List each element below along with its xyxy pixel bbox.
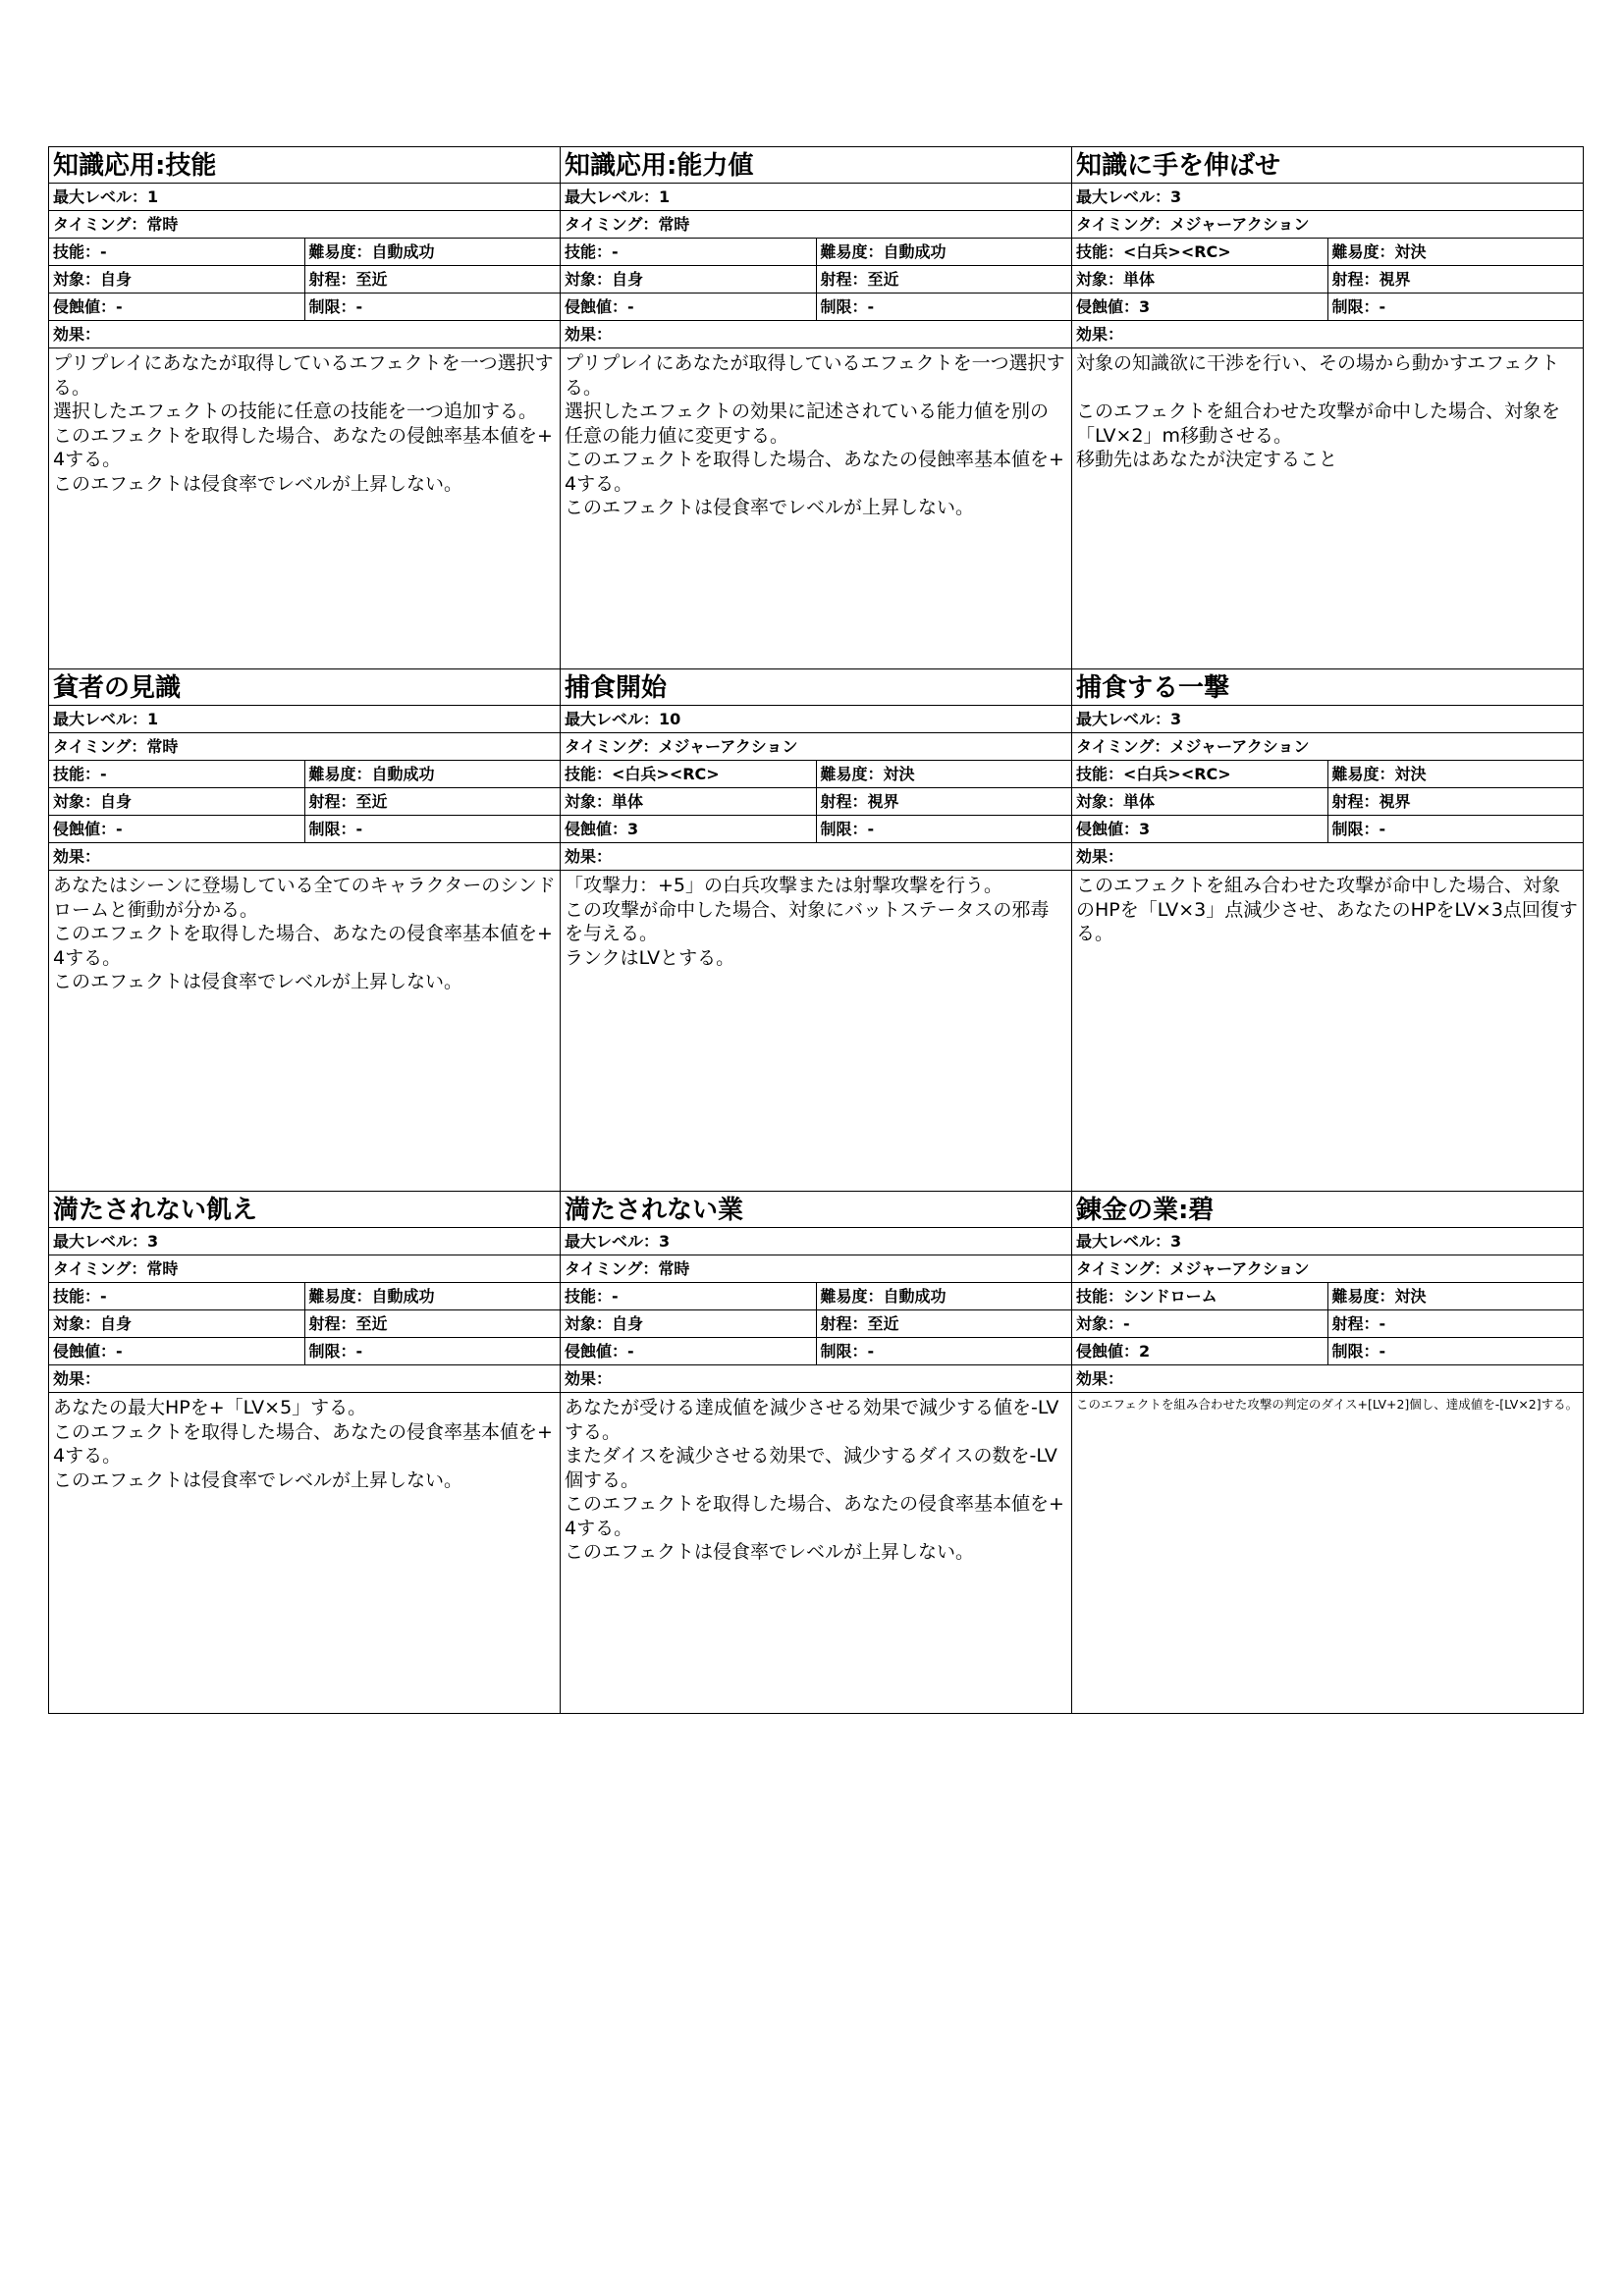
difficulty: 難易度：自動成功	[816, 239, 1072, 265]
effect-card	[1072, 1192, 1584, 1714]
effect-card	[49, 1192, 561, 1714]
range: 射程：至近	[304, 788, 561, 815]
difficulty: 難易度：自動成功	[816, 1283, 1072, 1309]
limit: 制限：-	[1327, 294, 1584, 320]
effect-card	[561, 147, 1072, 669]
limit: 制限：-	[1327, 816, 1584, 842]
effect-name: 捕食する一撃	[1072, 669, 1583, 706]
difficulty: 難易度：対決	[1327, 1283, 1584, 1309]
difficulty: 難易度：自動成功	[304, 1283, 561, 1309]
range: 射程：至近	[304, 1310, 561, 1337]
effect-label: 効果：	[49, 843, 560, 871]
effect-label: 効果：	[561, 321, 1071, 348]
max-level: 最大レベル：3	[49, 1228, 560, 1255]
effect-card	[561, 1192, 1072, 1714]
range: 射程：-	[1327, 1310, 1584, 1337]
max-level: 最大レベル：3	[1072, 184, 1583, 211]
skill: 技能：<白兵><RC>	[1076, 765, 1231, 783]
limit: 制限：-	[304, 1338, 561, 1364]
skill: 技能：-	[53, 1287, 107, 1306]
skill: 技能：<白兵><RC>	[1076, 242, 1231, 261]
range: 射程：至近	[816, 266, 1072, 293]
max-level: 最大レベル：1	[561, 184, 1071, 211]
timing: タイミング：メジャーアクション	[1072, 1255, 1583, 1283]
max-level: 最大レベル：1	[49, 184, 560, 211]
effect-name: 知識応用:能力値	[561, 147, 1071, 184]
max-level: 最大レベル：3	[561, 1228, 1071, 1255]
timing: タイミング：常時	[49, 1255, 560, 1283]
effect-text: 「攻撃力：+5」の白兵攻撃または射撃攻撃を行う。 この攻撃が命中した場合、対象にバットステータスの邪毒を与える。 ランクはLVとする。	[565, 875, 1050, 969]
limit: 制限：-	[816, 294, 1072, 320]
erosion: 侵蝕値：-	[53, 820, 123, 838]
skill: 技能：-	[565, 242, 619, 261]
skill: 技能：-	[53, 242, 107, 261]
effect-name: 捕食開始	[561, 669, 1071, 706]
difficulty: 難易度：自動成功	[304, 239, 561, 265]
erosion: 侵蝕値：3	[1076, 820, 1151, 838]
effect-text: あなたはシーンに登場している全てのキャラクターのシンドロームと衝動が分かる。 このエフェクトを取得した場合、あなたの侵食率基本値を+4する。 このエフェクトは侵食率でレベルが上昇しない。	[53, 875, 556, 992]
timing: タイミング：常時	[49, 211, 560, 239]
erosion: 侵蝕値：-	[565, 297, 634, 316]
max-level: 最大レベル：1	[49, 706, 560, 733]
limit: 制限：-	[816, 816, 1072, 842]
target: 対象：単体	[565, 792, 644, 811]
effect-label: 効果：	[561, 1365, 1071, 1393]
difficulty: 難易度：自動成功	[304, 761, 561, 787]
timing: タイミング：常時	[561, 1255, 1071, 1283]
effect-name: 錬金の業:碧	[1072, 1192, 1583, 1228]
timing: タイミング：メジャーアクション	[1072, 211, 1583, 239]
range: 射程：視界	[816, 788, 1072, 815]
target: 対象：自身	[53, 270, 133, 289]
timing: タイミング：常時	[49, 733, 560, 761]
erosion: 侵蝕値：-	[565, 1342, 634, 1361]
difficulty: 難易度：対決	[1327, 761, 1584, 787]
skill: 技能：-	[53, 765, 107, 783]
effect-card	[1072, 147, 1584, 669]
max-level: 最大レベル：3	[1072, 706, 1583, 733]
effect-text: プリプレイにあなたが取得しているエフェクトを一つ選択する。 選択したエフェクトの技能に任意の技能を一つ追加する。 このエフェクトを取得した場合、あなたの侵蝕率基本値を+4する。 このエフェクトは侵食率でレベルが上昇しない。	[53, 352, 554, 495]
effect-text: このエフェクトを組み合わせた攻撃が命中した場合、対象のHPを「LV×3」点減少させ、あなたのHPをLV×3点回復する。	[1076, 875, 1578, 944]
skill: 技能：-	[565, 1287, 619, 1306]
difficulty: 難易度：対決	[816, 761, 1072, 787]
limit: 制限：-	[1327, 1338, 1584, 1364]
target: 対象：自身	[53, 792, 133, 811]
erosion: 侵蝕値：3	[1076, 297, 1151, 316]
target: 対象：単体	[1076, 792, 1156, 811]
effect-text: このエフェクトを組み合わせた攻撃の判定のダイス+[LV+2]個し、達成値を-[LV×2]する。	[1076, 1397, 1579, 1412]
range: 射程：至近	[816, 1310, 1072, 1337]
effect-name: 満たされない飢え	[49, 1192, 560, 1228]
range: 射程：至近	[304, 266, 561, 293]
effect-text: 対象の知識欲に干渉を行い、その場から動かすエフェクト このエフェクトを組合わせた攻撃が命中した場合、対象を「LV×2」m移動させる。 移動先はあなたが決定すること	[1076, 352, 1561, 470]
effect-name: 満たされない業	[561, 1192, 1071, 1228]
effect-card	[49, 669, 561, 1192]
effect-name: 知識に手を伸ばせ	[1072, 147, 1583, 184]
effect-name: 貧者の見識	[49, 669, 560, 706]
timing: タイミング：メジャーアクション	[561, 733, 1071, 761]
effect-card	[561, 669, 1072, 1192]
effect-label: 効果：	[1072, 1365, 1583, 1393]
target: 対象：単体	[1076, 270, 1156, 289]
timing: タイミング：常時	[561, 211, 1071, 239]
skill: 技能：シンドローム	[1076, 1287, 1217, 1306]
range: 射程：視界	[1327, 266, 1584, 293]
effect-text: プリプレイにあなたが取得しているエフェクトを一つ選択する。 選択したエフェクトの効果に記述されている能力値を別の任意の能力値に変更する。 このエフェクトを取得した場合、あなたの侵蝕率基本値を+4する。 このエフェクトは侵食率でレベルが上昇しない。	[565, 352, 1065, 518]
effect-label: 効果：	[49, 1365, 560, 1393]
range: 射程：視界	[1327, 788, 1584, 815]
limit: 制限：-	[816, 1338, 1072, 1364]
max-level: 最大レベル：3	[1072, 1228, 1583, 1255]
effect-label: 効果：	[1072, 843, 1583, 871]
effect-name: 知識応用:技能	[49, 147, 560, 184]
effect-text: あなたが受ける達成値を減少させる効果で減少する値を-LVする。 またダイスを減少させる効果で、減少するダイスの数を-LV個する。 このエフェクトを取得した場合、あなたの侵食率基本値を+4する。 このエフェクトは侵食率でレベルが上昇しない。	[565, 1397, 1064, 1563]
target: 対象：-	[1076, 1314, 1130, 1333]
effect-card-sheet	[48, 146, 1584, 1714]
timing: タイミング：メジャーアクション	[1072, 733, 1583, 761]
max-level: 最大レベル：10	[561, 706, 1071, 733]
effect-label: 効果：	[1072, 321, 1583, 348]
erosion: 侵蝕値：-	[53, 1342, 123, 1361]
erosion: 侵蝕値：3	[565, 820, 639, 838]
erosion: 侵蝕値：2	[1076, 1342, 1151, 1361]
effect-label: 効果：	[561, 843, 1071, 871]
effect-label: 効果：	[49, 321, 560, 348]
effect-text: あなたの最大HPを+「LV×5」する。 このエフェクトを取得した場合、あなたの侵食率基本値を+4する。 このエフェクトは侵食率でレベルが上昇しない。	[53, 1397, 553, 1491]
effect-card	[1072, 669, 1584, 1192]
target: 対象：自身	[565, 270, 644, 289]
skill: 技能：<白兵><RC>	[565, 765, 720, 783]
limit: 制限：-	[304, 816, 561, 842]
erosion: 侵蝕値：-	[53, 297, 123, 316]
target: 対象：自身	[565, 1314, 644, 1333]
difficulty: 難易度：対決	[1327, 239, 1584, 265]
limit: 制限：-	[304, 294, 561, 320]
effect-card	[49, 147, 561, 669]
target: 対象：自身	[53, 1314, 133, 1333]
